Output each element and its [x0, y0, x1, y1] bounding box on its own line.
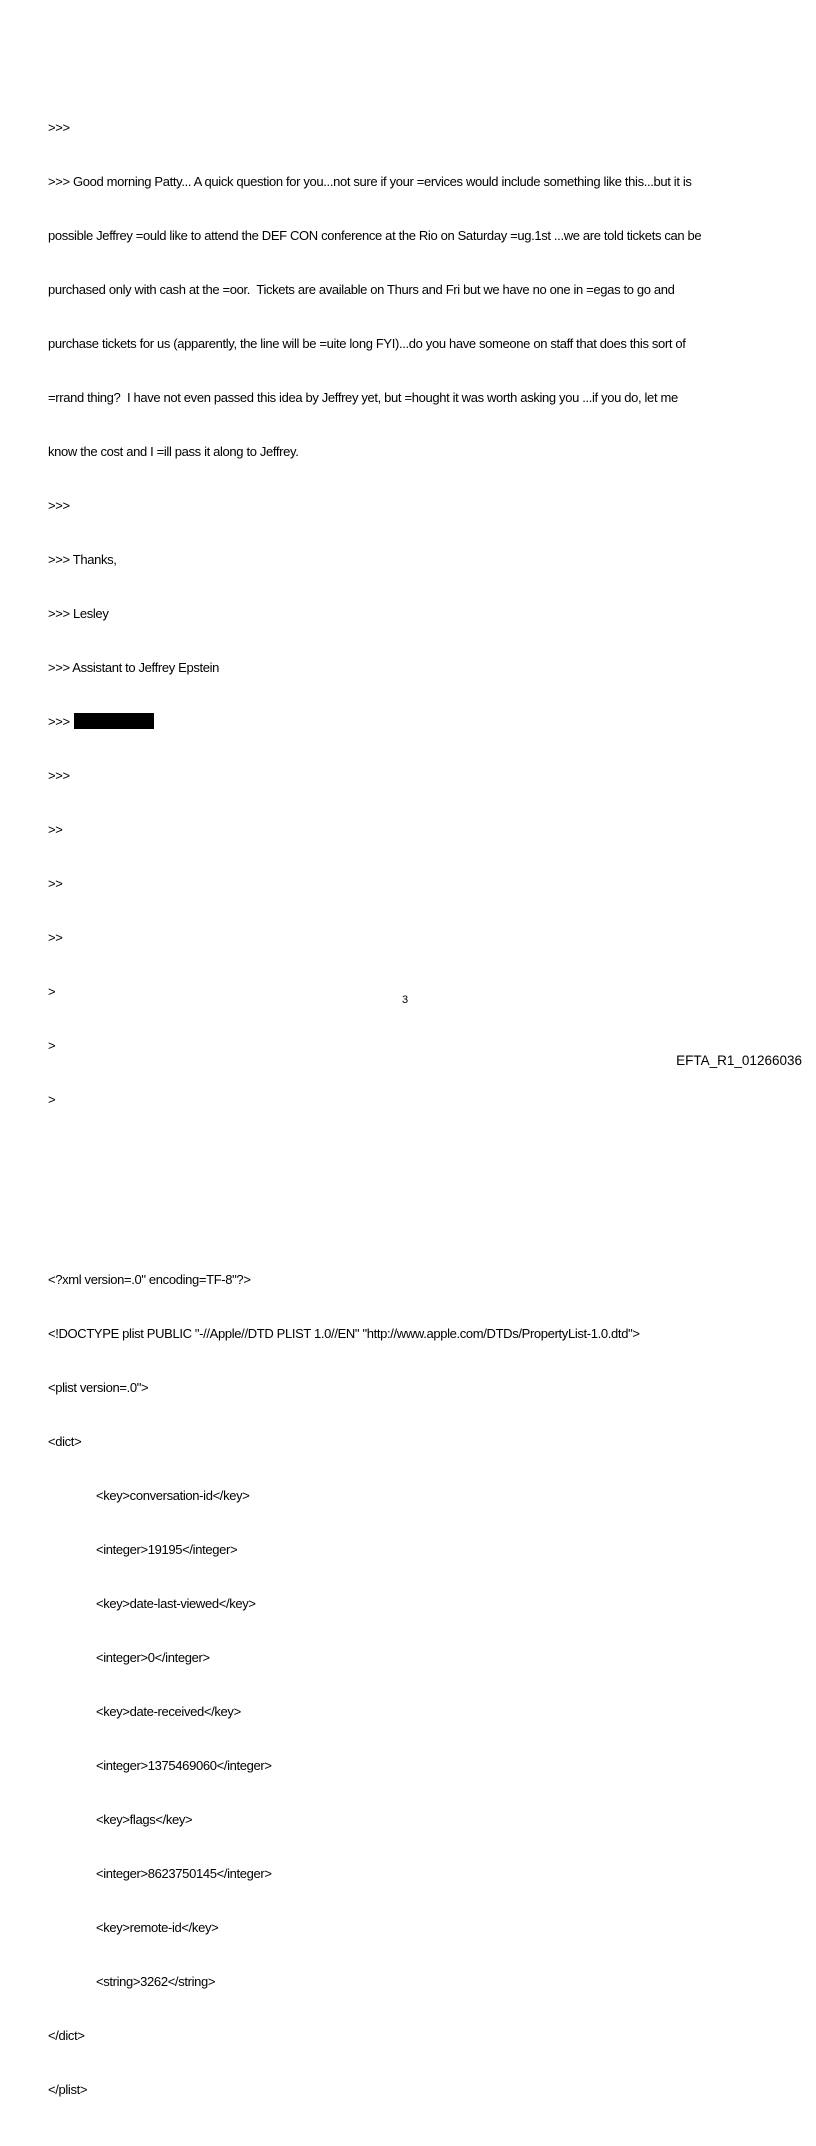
email-line: >>> Good morning Patty... A quick question for you...not sure if your =ervices would include something like this...but it is	[48, 174, 692, 189]
email-line: >>> Assistant to Jeffrey Epstein	[48, 660, 220, 675]
email-line: know the cost and I =ill pass it along to Jeffrey.	[48, 444, 299, 459]
plist-entry: <key>date-last-viewed</key>	[96, 1596, 256, 1611]
email-line: >>>	[48, 498, 70, 513]
plist-entry: <key>flags</key>	[96, 1812, 193, 1827]
plist-entry: <integer>19195</integer>	[96, 1542, 238, 1557]
plist-block	[48, 1235, 701, 2135]
email-line: >>	[48, 822, 63, 837]
bates-number: EFTA_R1_01266036	[676, 1053, 802, 1068]
plist-entry: <key>conversation-id</key>	[96, 1488, 250, 1503]
email-line: >>> Lesley	[48, 606, 109, 621]
plist-line: </dict>	[48, 2028, 85, 2043]
plist-entry: <integer>8623750145</integer>	[96, 1866, 272, 1881]
plist-entry: <integer>0</integer>	[96, 1650, 210, 1665]
page-number: 3	[402, 994, 409, 1006]
email-line: =rrand thing? I have not even passed this idea by Jeffrey yet, but =hought it was worth asking you ...if you do, let me	[48, 390, 678, 405]
plist-entry: <key>remote-id</key>	[96, 1920, 219, 1935]
email-line: >>	[48, 930, 63, 945]
email-line: >	[48, 1092, 56, 1107]
plist-line: <!DOCTYPE plist PUBLIC "-//Apple//DTD PLIST 1.0//EN" "http://www.apple.com/DTDs/PropertyList-1.0.dtd">	[48, 1326, 640, 1341]
plist-line: <?xml version=.0" encoding=TF-8"?>	[48, 1272, 251, 1287]
email-line: purchase tickets for us (apparently, the line will be =uite long FYI)...do you have someone on staff that does this sort of	[48, 336, 686, 351]
email-quote	[48, 83, 701, 1199]
email-line: possible Jeffrey =ould like to attend the DEF CON conference at the Rio on Saturday =ug.1st ...we are told tickets can be	[48, 228, 702, 243]
plist-line: </plist>	[48, 2082, 88, 2097]
plist-entry: <integer>1375469060</integer>	[96, 1758, 272, 1773]
email-line: >	[48, 984, 56, 999]
email-line: >>> Thanks,	[48, 552, 117, 567]
plist-entry: <string>3262</string>	[96, 1974, 216, 1989]
redacted-line	[48, 713, 701, 731]
plist-line: <dict>	[48, 1434, 82, 1449]
email-line: >>	[48, 876, 63, 891]
email-line: >	[48, 1038, 56, 1053]
plist-entry: <key>date-received</key>	[96, 1704, 241, 1719]
quote-prefix: >>>	[48, 714, 70, 729]
redaction-box	[74, 713, 154, 729]
email-line: purchased only with cash at the =oor. Tickets are available on Thurs and Fri but we have no one in =egas to go and	[48, 282, 675, 297]
email-line: >>>	[48, 120, 70, 135]
plist-line: <plist version=.0">	[48, 1380, 149, 1395]
document-body	[48, 47, 701, 2146]
email-line: >>>	[48, 768, 70, 783]
